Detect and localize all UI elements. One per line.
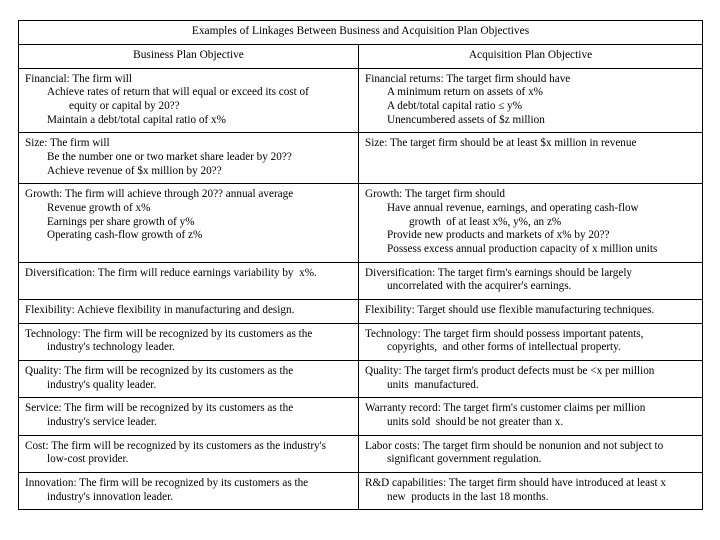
cell-innovation-right	[359, 472, 703, 509]
cell-size-left	[19, 133, 359, 184]
cell-service-left	[19, 398, 359, 435]
cell-cost-right	[359, 435, 703, 472]
table-title: Examples of Linkages Between Business and Acquisition Plan Objectives	[19, 21, 703, 45]
cell-growth-right	[359, 184, 703, 262]
cell-line: Flexibility: Achieve flexibility in manufacturing and design.	[25, 304, 295, 316]
cell-line: A debt/total capital ratio ≤ y%	[387, 100, 523, 113]
cell-line: Achieve rates of return that will equal or exceed its cost of	[47, 86, 309, 99]
cell-financial-left	[19, 68, 359, 133]
column-header-business-plan-objective: Business Plan Objective	[19, 44, 359, 68]
cell-line: Size: The firm will	[25, 137, 110, 150]
cell-line: Provide new products and markets of x% by 20??	[387, 229, 610, 242]
cell-line: Have annual revenue, earnings, and operating cash-flow	[387, 202, 639, 215]
table-title-row	[19, 21, 703, 45]
cell-lines	[365, 137, 696, 151]
cell-lines	[365, 267, 696, 294]
cell-line: Service: The firm will be recognized by its customers as the	[25, 402, 294, 415]
cell-line: significant government regulation.	[387, 453, 542, 466]
cell-cost-left	[19, 435, 359, 472]
column-header-acquisition-plan-objective: Acquisition Plan Objective	[359, 44, 703, 68]
cell-line: new products in the last 18 months.	[387, 490, 549, 503]
cell-growth-left	[19, 184, 359, 262]
cell-lines	[365, 328, 696, 355]
cell-line: Diversification: The target firm's earnings should be largely	[365, 266, 633, 279]
cell-lines	[365, 73, 696, 128]
cell-line: Unencumbered assets of $z million	[387, 113, 545, 126]
cell-lines	[25, 328, 352, 355]
cell-diversification-right	[359, 262, 703, 299]
table-row	[19, 68, 703, 133]
cell-line: Cost: The firm will be recognized by its customers as the industry's	[25, 439, 327, 452]
cell-line: Growth: The target firm should	[365, 188, 506, 201]
cell-line: uncorrelated with the acquirer's earnings.	[387, 280, 572, 293]
cell-line: industry's innovation leader.	[47, 490, 173, 503]
cell-lines	[25, 137, 352, 178]
cell-lines	[25, 477, 352, 504]
cell-line: units sold should be not greater than x.	[387, 415, 564, 428]
cell-line: Technology: The target firm should possess important patents,	[365, 327, 644, 340]
cell-lines	[25, 440, 352, 467]
cell-lines	[25, 365, 352, 392]
cell-diversification-left	[19, 262, 359, 299]
cell-line: Warranty record: The target firm's customer claims per million	[365, 402, 646, 415]
cell-lines	[25, 188, 352, 243]
cell-line: industry's technology leader.	[47, 341, 175, 354]
cell-financial-right	[359, 68, 703, 133]
table-body	[19, 21, 703, 510]
table-row	[19, 133, 703, 184]
cell-lines	[365, 402, 696, 429]
table-row	[19, 360, 703, 397]
cell-line: Growth: The firm will achieve through 20?? annual average	[25, 188, 294, 201]
cell-line: Flexibility: Target should use flexible manufacturing techniques.	[365, 304, 655, 316]
cell-line: A minimum return on assets of x%	[387, 86, 543, 99]
cell-line: Operating cash-flow growth of z%	[47, 229, 203, 242]
cell-line: Be the number one or two market share leader by 20??	[47, 151, 292, 164]
cell-lines	[25, 402, 352, 429]
cell-innovation-left	[19, 472, 359, 509]
cell-line: Earnings per share growth of y%	[47, 215, 195, 228]
table-row	[19, 184, 703, 262]
cell-line: industry's service leader.	[47, 415, 157, 428]
cell-line: Financial returns: The target firm should have	[365, 72, 571, 85]
cell-line: Possess excess annual production capacity of x million units	[387, 243, 658, 256]
cell-line: Achieve revenue of $x million by 20??	[47, 164, 222, 177]
table-row	[19, 435, 703, 472]
cell-quality-right	[359, 360, 703, 397]
cell-line: Technology: The firm will be recognized by its customers as the	[25, 327, 313, 340]
cell-lines	[25, 304, 352, 318]
cell-line: Diversification: The firm will reduce earnings variability by x%.	[25, 266, 317, 279]
cell-technology-right	[359, 323, 703, 360]
cell-service-right	[359, 398, 703, 435]
table-row	[19, 323, 703, 360]
cell-line: Revenue growth of x%	[47, 202, 151, 215]
cell-line: equity or capital by 20??	[69, 100, 180, 113]
cell-technology-left	[19, 323, 359, 360]
cell-line: Maintain a debt/total capital ratio of x%	[47, 113, 226, 126]
cell-line: Innovation: The firm will be recognized by its customers as the	[25, 476, 309, 489]
cell-lines	[365, 304, 696, 318]
cell-line: low-cost provider.	[47, 453, 129, 466]
cell-lines	[365, 477, 696, 504]
table-row	[19, 300, 703, 324]
cell-line: industry's quality leader.	[47, 378, 157, 391]
cell-flexibility-right	[359, 300, 703, 324]
cell-line: growth of at least x%, y%, an z%	[409, 215, 562, 228]
cell-line: R&D capabilities: The target firm should have introduced at least x	[365, 476, 666, 489]
cell-lines	[25, 267, 352, 281]
cell-size-right	[359, 133, 703, 184]
cell-lines	[25, 73, 352, 128]
cell-line: Quality: The target firm's product defects must be <x per million	[365, 364, 655, 377]
cell-lines	[365, 365, 696, 392]
cell-line: Quality: The firm will be recognized by its customers as the	[25, 364, 294, 377]
objectives-table	[18, 20, 703, 510]
cell-lines	[365, 188, 696, 256]
cell-line: Size: The target firm should be at least $x million in revenue	[365, 137, 637, 150]
table-row	[19, 262, 703, 299]
cell-lines	[365, 440, 696, 467]
cell-quality-left	[19, 360, 359, 397]
table-header-row	[19, 44, 703, 68]
cell-line: copyrights, and other forms of intellectual property.	[387, 341, 621, 354]
cell-line: units manufactured.	[387, 378, 479, 391]
table-row	[19, 398, 703, 435]
cell-line: Labor costs: The target firm should be nonunion and not subject to	[365, 439, 664, 452]
cell-flexibility-left	[19, 300, 359, 324]
table-row	[19, 472, 703, 509]
cell-line: Financial: The firm will	[25, 72, 132, 85]
